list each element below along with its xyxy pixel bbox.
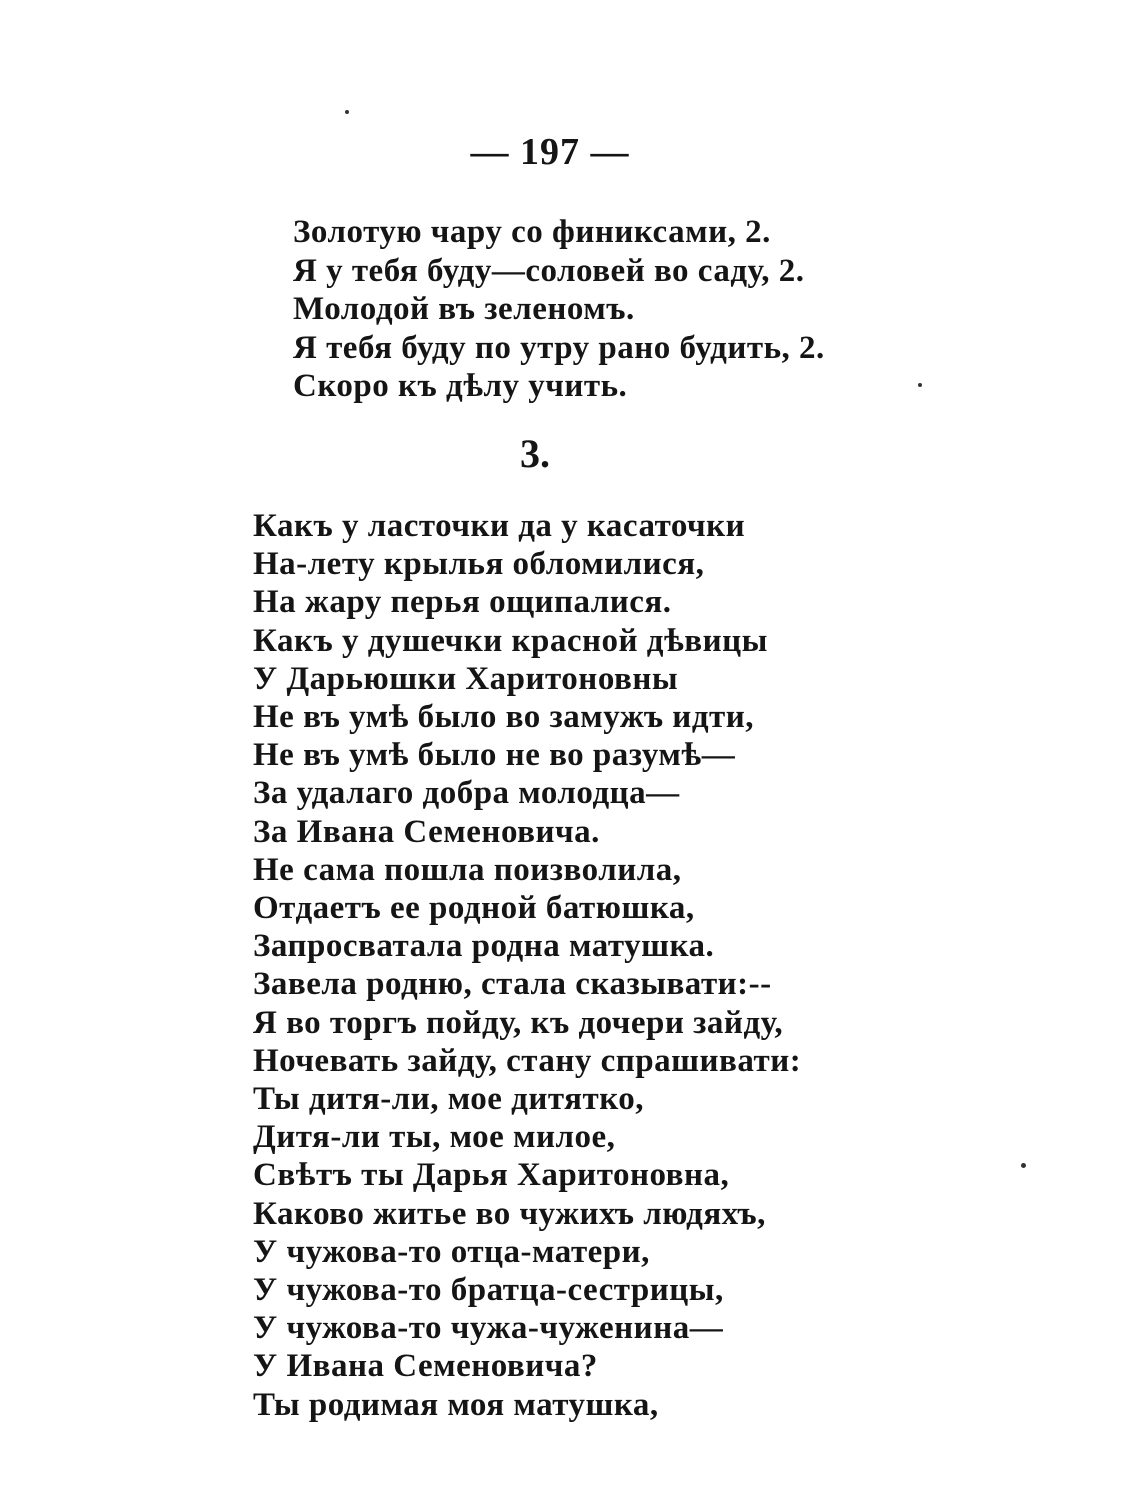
poem-line: Дитя-ли ты, мое милое, xyxy=(253,1119,616,1156)
scan-speck xyxy=(1021,1163,1026,1168)
poem-line: Ты дитя-ли, мое дитятко, xyxy=(253,1081,645,1118)
poem-line: Какъ у душечки красной дѣвицы xyxy=(253,622,768,659)
section-number: 3. xyxy=(520,431,550,476)
page-number: — 197 — xyxy=(470,131,630,173)
poem-line: Запросватала родна матушка. xyxy=(253,928,715,965)
poem-line: Не въ умѣ было не во разумѣ— xyxy=(253,737,736,774)
stanza-line: Золотую чару со финиксами, 2. xyxy=(293,214,771,250)
poem-line: Ночевать зайду, стану спрашивати: xyxy=(253,1042,802,1079)
scan-speck xyxy=(345,110,349,114)
stanza-line: Я у тебя буду—соловей во саду, 2. xyxy=(293,252,805,289)
poem-line: Ты родимая моя матушка, xyxy=(253,1386,659,1423)
poem-line: Не въ умѣ было во замужъ идти, xyxy=(253,699,754,736)
poem-line: У чужова-то братца-сестрицы, xyxy=(253,1272,724,1309)
poem-line: Каково житье во чужихъ людяхъ, xyxy=(253,1195,766,1232)
poem-line: Я во торгъ пойду, къ дочери зайду, xyxy=(253,1004,784,1041)
poem-line: За Ивана Семеновича. xyxy=(253,813,600,850)
poem-line: За удалаго добра молодца— xyxy=(253,775,680,812)
poem-line: У чужова-то отца-матери, xyxy=(253,1233,650,1270)
stanza-line: Я тебя буду по утру рано будить, 2. xyxy=(293,329,825,366)
poem-line: Завела родню, стала сказывати:-- xyxy=(253,966,772,1003)
poem-body xyxy=(253,507,801,1424)
poem-line: У Ивана Семеновича? xyxy=(253,1348,598,1385)
stanza-line: Скоро къ дѣлу учить. xyxy=(293,368,628,405)
poem-line: У Дарьюшки Харитоновны xyxy=(253,660,679,697)
poem-line: На жару перья ощипалися. xyxy=(253,584,672,621)
poem-line: Свѣтъ ты Дарья Харитоновна, xyxy=(253,1157,730,1194)
scan-speck xyxy=(918,383,922,387)
stanza-top xyxy=(293,213,825,406)
poem-line: На-лету крылья обломилися, xyxy=(253,546,705,583)
poem-line: У чужова-то чужа-чуженина— xyxy=(253,1310,724,1347)
stanza-line: Молодой въ зеленомъ. xyxy=(293,291,635,328)
poem-line: Какъ у ласточки да у касаточки xyxy=(253,508,746,544)
poem-line: Не сама пошла поизволила, xyxy=(253,851,682,888)
poem-line: Отдаетъ ее родной батюшка, xyxy=(253,890,695,927)
